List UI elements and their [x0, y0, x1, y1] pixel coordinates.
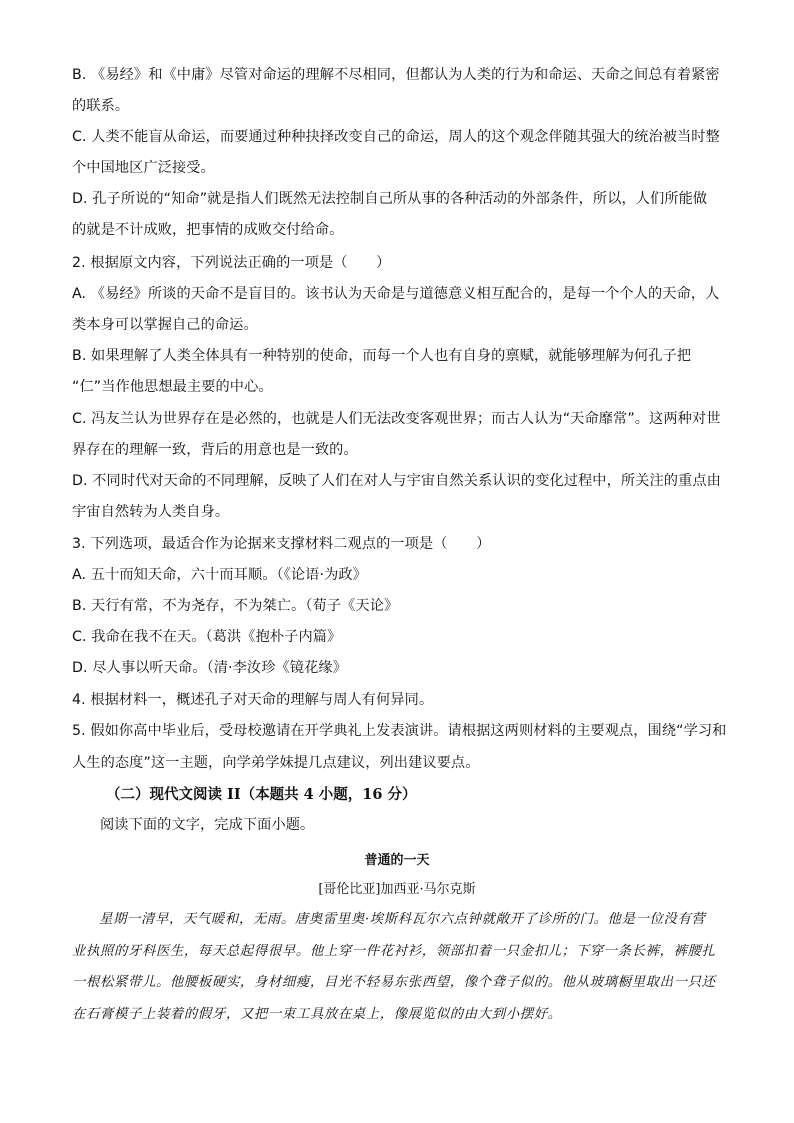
q3-option-c: C. 我命在我不在天。（葛洪《抱朴子内篇》 — [72, 629, 342, 645]
q2-option-d-line1: D. 不同时代对天命的不同理解，反映了人们在对人与宇宙自然关系认识的变化过程中，所关注的重点由 — [72, 473, 721, 489]
q2-option-a-line1: A. 《易经》所谈的天命不是盲目的。该书认为天命是与道德意义相互配合的，是每一个个人的天命，人 — [72, 286, 720, 302]
q2-option-d-line2: 宇宙自然转为人类自身。 — [72, 504, 230, 520]
q1-option-d-line1: D. 孔子所说的“知命”就是指人们既然无法控制自己所从事的各种活动的外部条件，所以，人们所能做 — [72, 191, 708, 207]
q1-option-d-line2: 的就是不计成败，把事情的成败交付给命。 — [72, 222, 344, 238]
q2-option-b-line1: B. 如果理解了人类全体具有一种特别的使命，而每一个人也有自身的禀赋，就能够理解为何孔子把 — [72, 348, 692, 364]
q3-option-a: A. 五十而知天命，六十而耳顺。（《论语·为政》 — [72, 567, 367, 583]
q2-option-c-line1: C. 冯友兰认为世界存在是必然的，也就是人们无法改变客观世界；而古人认为“天命靡常”。这两种对世 — [72, 411, 721, 427]
story-paragraph-line1: 星期一清早，天气暖和，无雨。唐奥雷里奥·埃斯科瓦尔六点钟就敞开了诊所的门。他是一位没有营 — [99, 912, 706, 927]
section-instruction: 阅读下面的文字，完成下面小题。 — [100, 817, 315, 833]
q1-option-c-line1: C. 人类不能盲从命运，而要通过种种抉择改变自己的命运，周人的这个观念伴随其强大的统治被当时整 — [72, 129, 720, 145]
story-author: [哥伦比亚]加西亚·马尔克斯 — [318, 882, 476, 897]
q5-line1: 5. 假如你高中毕业后，受母校邀请在开学典礼上发表演讲。请根据这两则材料的主要观点，围绕“学习和 — [72, 723, 727, 739]
story-paragraph-line2: 业执照的牙科医生，每天总起得很早。他上穿一件花衬衫，领部扣着一只金扣儿；下穿一条长裤，裤腰扎 — [72, 944, 716, 959]
q3-option-b: B. 天行有常，不为尧存，不为桀亡。（荀子《天论》 — [72, 598, 399, 614]
q1-option-b-line1: B. 《易经》和《中庸》尽管对命运的理解不尽相同，但都认为人类的行为和命运、天命之间总有着紧密 — [72, 67, 720, 83]
story-title: 普通的一天 — [364, 853, 430, 868]
q2-option-c-line2: 界存在的理解一致，背后的用意也是一致的。 — [72, 442, 358, 458]
q4-question: 4. 根据材料一，概述孔子对天命的理解与周人有何异同。 — [72, 692, 434, 708]
q2-stem: 2. 根据原文内容，下列说法正确的一项是（ ） — [72, 255, 391, 271]
q2-option-b-line2: “仁”当作他思想最主要的中心。 — [72, 379, 273, 395]
q1-option-c-line2: 个中国地区广泛接受。 — [72, 160, 215, 176]
section-heading: （二）现代文阅读 II（本题共 4 小题，16 分） — [106, 786, 417, 803]
story-paragraph-line3: 一根松紧带儿。他腰板硬实，身材细瘦，目光不轻易东张西望，像个聋子似的。他从玻璃橱里取出一只还 — [72, 975, 716, 990]
q5-line2: 人生的态度”这一主题，向学弟学妹提几点建议，列出建议要点。 — [72, 755, 480, 771]
q2-option-a-line2: 类本身可以掌握自己的命运。 — [72, 317, 258, 333]
q3-option-d: D. 尽人事以听天命。（清·李汝珍《镜花缘》 — [72, 660, 347, 676]
q1-option-b-line2: 的联系。 — [72, 98, 130, 114]
q3-stem: 3. 下列选项，最适合作为论据来支撑材料二观点的一项是（ ） — [72, 536, 491, 552]
story-paragraph-line4: 在石膏模子上装着的假牙，又把一束工具放在桌上，像展览似的由大到小摆好。 — [72, 1007, 562, 1022]
